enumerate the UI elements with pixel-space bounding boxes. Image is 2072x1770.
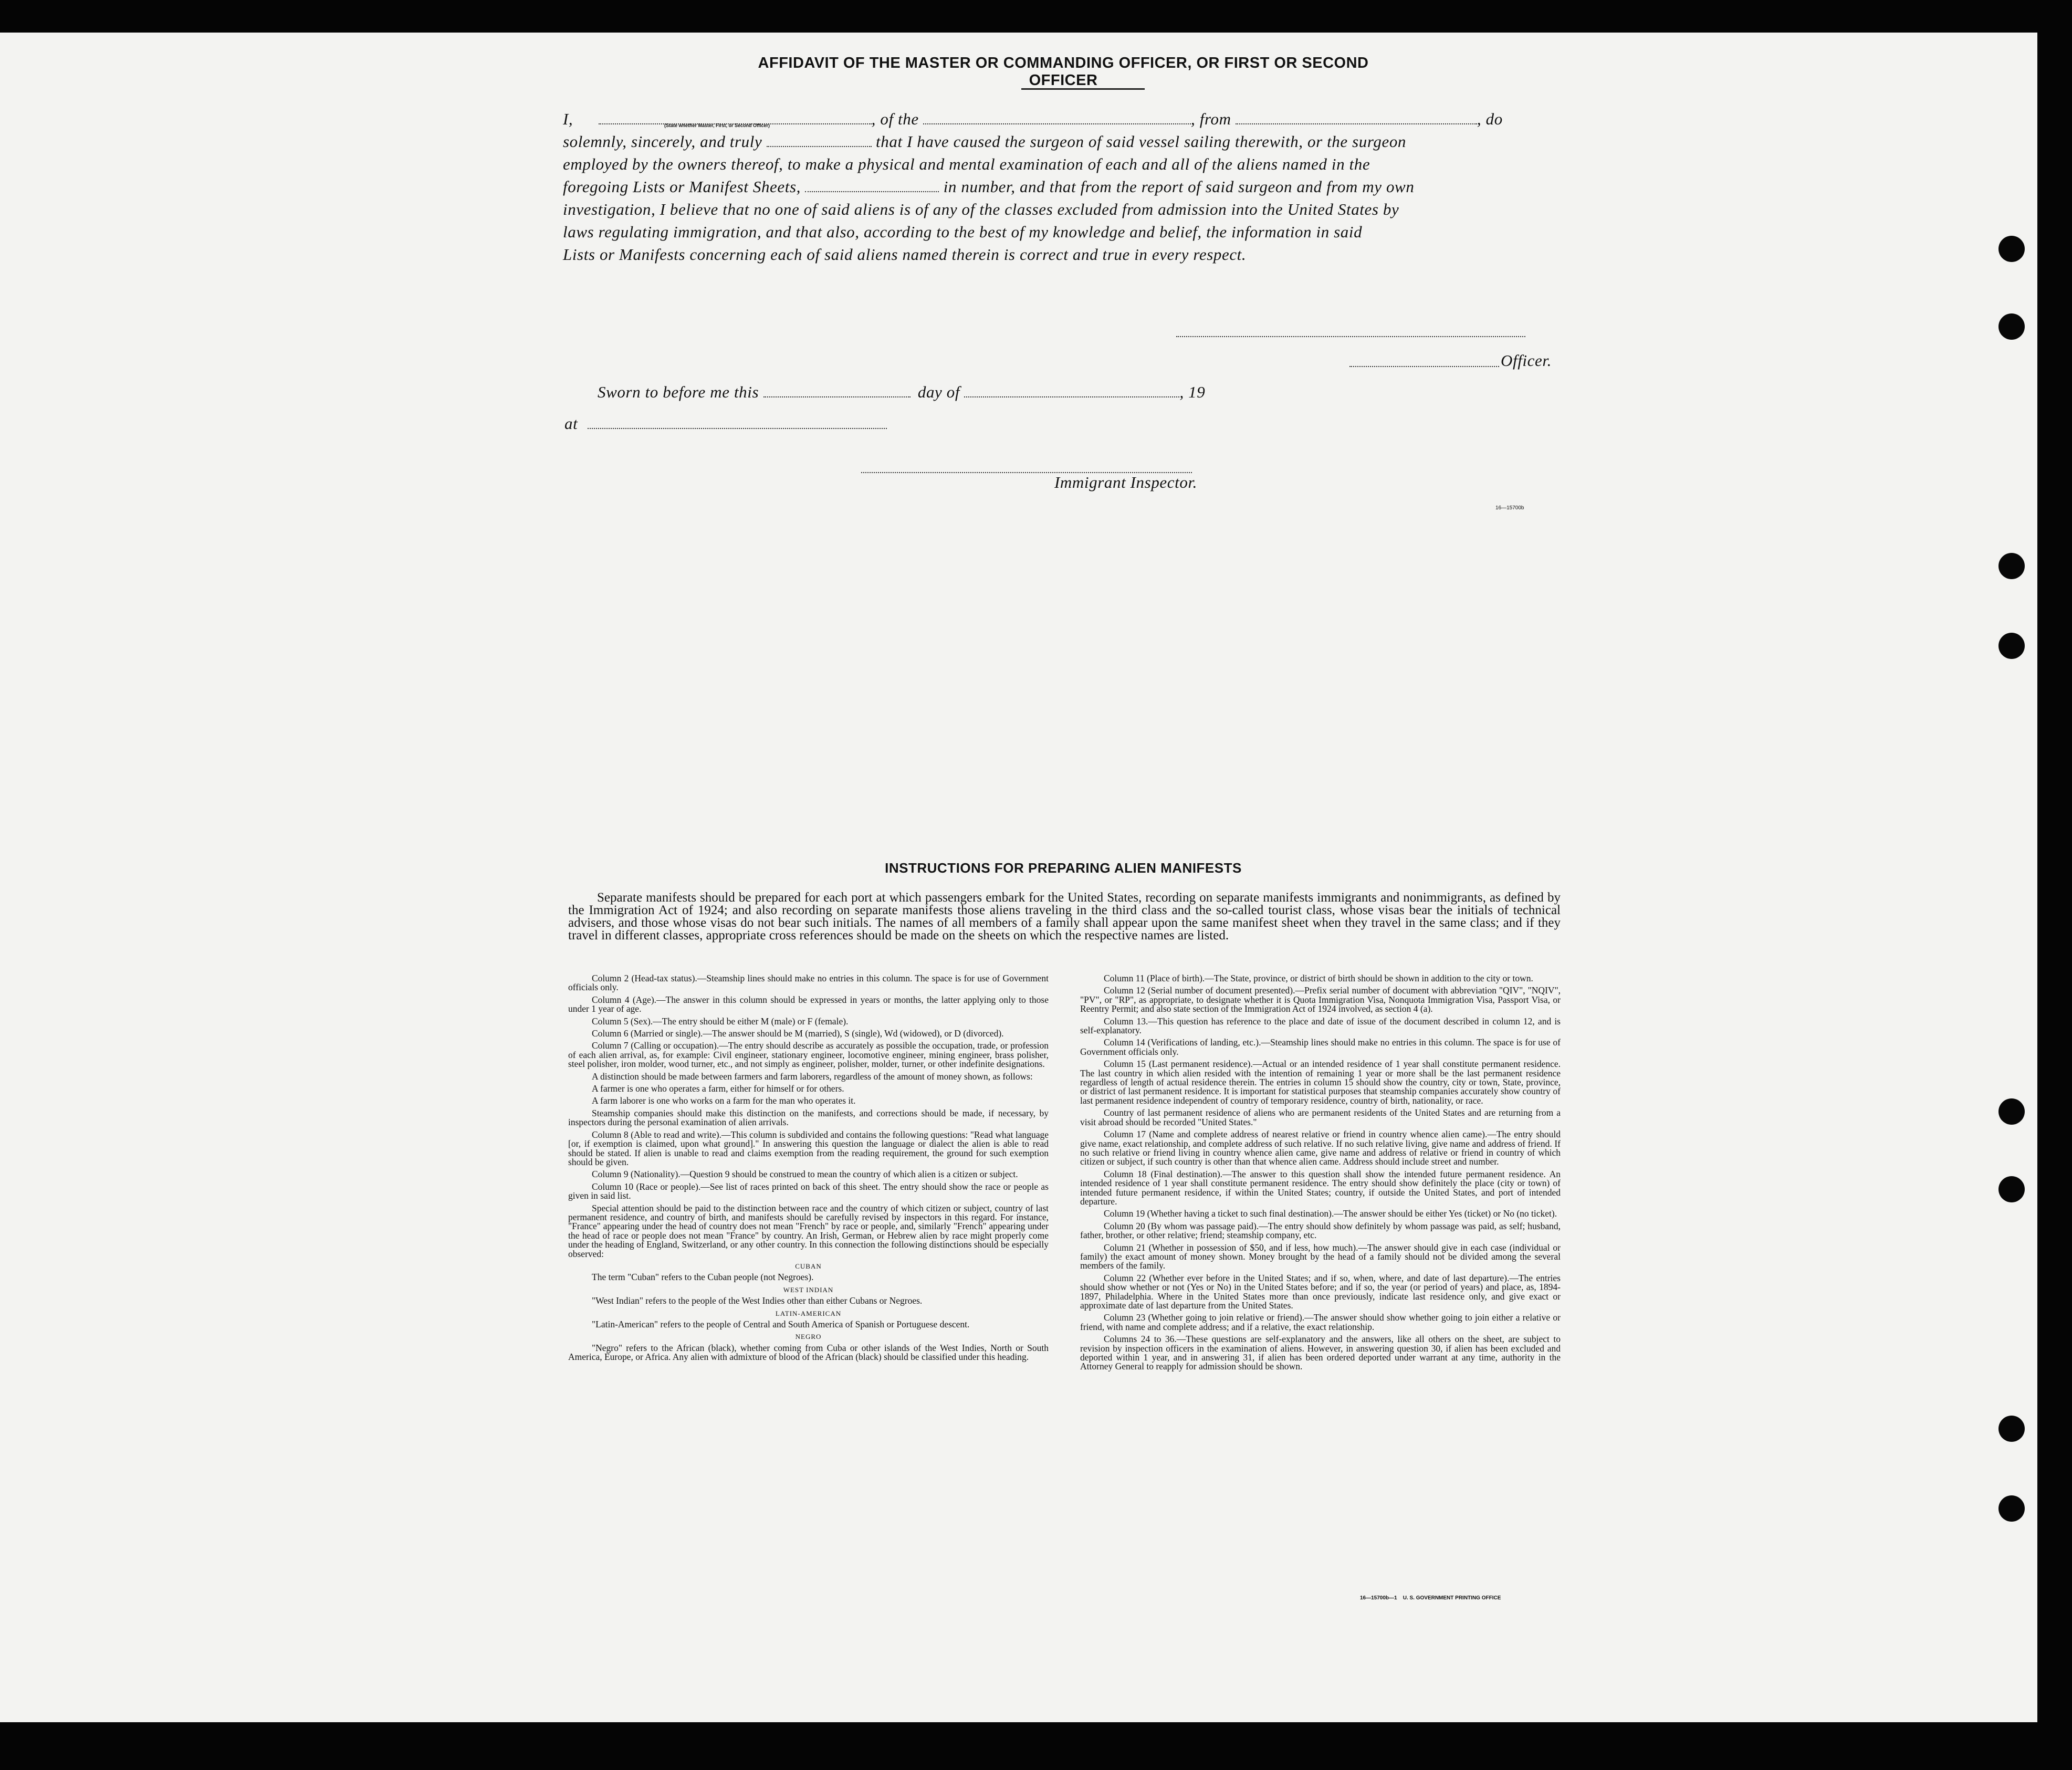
instruction-paragraph: Column 18 (Final destination).—The answer to this question shall show the intended future permanent residence. An intended residence of 1 year shall constitute permanent residence. The entry should show definitely the place (city or town) of intended future permanent residence, if within the United States; country, if outside the United States, and port of intended departure. — [1080, 1168, 1561, 1207]
instruction-paragraph: Column 23 (Whether going to join relative or friend).—The answer should show whether going to join either a relative or friend, with name and complete address; and if a relative, the exact relationship. — [1080, 1312, 1561, 1332]
binder-hole — [1998, 1098, 2025, 1125]
binder-hole — [1998, 313, 2025, 340]
officer-label: Officer. — [1501, 351, 1552, 370]
binder-hole — [1998, 1495, 2025, 1522]
left-column — [568, 974, 1049, 1365]
instruction-paragraph: "West Indian" refers to the people of the West Indies other than either Cubans or Negroes. — [592, 1295, 923, 1306]
affidavit-body — [563, 108, 1561, 266]
instruction-paragraph: Column 6 (Married or single).—The answer should be M (married), S (single), Wd (widowed), or D (divorced). — [592, 1028, 1004, 1039]
instruction-paragraph: A distinction should be made between farmers and farm laborers, regardless of the amount of money shown, as follows: — [592, 1071, 1033, 1082]
place-blank — [588, 416, 887, 429]
day-blank — [763, 385, 911, 397]
binder-hole — [1998, 1416, 2025, 1442]
binder-hole — [1998, 236, 2025, 262]
heading-west-indian: WEST INDIAN — [783, 1285, 834, 1294]
instructions-intro: Separate manifests should be prepared for each port at which passengers embark for the United States, recording on separate manifests immigrants and nonimmigrants, as defined by the Immigration Act of 1924; and also recording on separate manifests those aliens traveling in the third class and the so-called tourist class, whose visas bear the initials of technical advisers, and those whose visas do not bear such initials. The names of all members of a family shall appear upon the same manifest sheet when they travel in the same class; and if they travel in different classes, appropriate cross references should be made on the sheets on which the respective names are listed. — [568, 891, 1561, 942]
binder-hole — [1998, 633, 2025, 659]
instruction-paragraph: Column 11 (Place of birth).—The State, province, or district of birth should be shown in addition to the city or town. — [1104, 973, 1533, 983]
instruction-paragraph: The term "Cuban" refers to the Cuban people (not Negroes). — [592, 1272, 814, 1283]
instruction-paragraph: Column 19 (Whether having a ticket to such final destination).—The answer should be either Yes (ticket) or No (no ticket). — [1104, 1208, 1557, 1219]
title-rule — [1021, 88, 1145, 90]
footer-imprint: 16—15700b—1 U. S. GOVERNMENT PRINTING OFFICE — [1360, 1595, 1501, 1601]
form-number: 16—15700b — [1495, 505, 1524, 511]
affidavit-line-2: solemnly, sincerely, and truly that I have caused the surgeon of said vessel sailing therewith, or the surgeon — [563, 132, 1407, 151]
instruction-paragraph: Column 12 (Serial number of document presented).—Prefix serial number of document with abbreviation "QIV", "NQIV", "PV", or "RP", as appropriate, to designate whether it is Quota Immigration Visa, Nonquota Immigration Visa, Passport Visa, or Reentry Permit; and also state section of the Immigration Act of 1924 involved, as section 4 (a). — [1080, 985, 1561, 1014]
instruction-paragraph: Column 15 (Last permanent residence).—Actual or an intended residence of 1 year shall constitute permanent residence. The last country in which alien resided with the intention of remaining 1 year or more shall be the last permanent residence regardless of length of actual residence therein. The entries in column 15 should show the country, city or town, State, province, or district of last permanent residence. It is important for statistical purposes that steamship companies accurately show country of last permanent residence independent of country of temporary residence, country of birth, nationality, or race. — [1080, 1059, 1561, 1106]
instruction-paragraph: Column 8 (Able to read and write).—This column is subdivided and contains the following questions: "Read what language [or, if exemption is claimed, upon what ground]." In answering this question the language or dialect the alien is able to read should be stated. If alien is unable to read and claims exemption from the reading requirement, the ground for such exemption should be given. — [568, 1129, 1049, 1167]
instruction-paragraph: "Negro" refers to the African (black), whether coming from Cuba or other islands of the West Indies, North or South America, Europe, or Africa. Any alien with admixture of blood of the African (black) should be classified under this heading. — [568, 1342, 1049, 1363]
rank-note: (State whether Master, First, or Second Officer) — [664, 123, 770, 128]
instruction-paragraph: Column 4 (Age).—The answer in this column should be expressed in years or months, the latter applying only to those under 1 year of age. — [568, 994, 1049, 1014]
heading-latin-american: LATIN-AMERICAN — [775, 1309, 842, 1317]
affidavit-line-5: investigation, I believe that no one of said aliens is of any of the classes excluded from admission into the United States by — [563, 200, 1399, 218]
officer-signature-line — [1176, 336, 1525, 337]
instruction-paragraph: Column 10 (Race or people).—See list of races printed on back of this sheet. The entry should show the race or people as given in said list. — [568, 1181, 1049, 1201]
sworn-line: Sworn to before me this day of , 19 — [598, 383, 1206, 401]
instruction-paragraph: Columns 24 to 36.—These questions are self-explanatory and the answers, like all others on the sheet, are subject to revision by inspection officers in the examination of aliens. However, in answering question 30, if alien has been excluded and deported within 1 year, and in answering 31, if alien has been ordered deported under warrant at any time, authority in the Attorney General to reapply for admission should be shown. — [1080, 1334, 1561, 1372]
instruction-paragraph: A farm laborer is one who works on a farm for the man who operates it. — [592, 1095, 856, 1106]
instruction-paragraph: Column 20 (By whom was passage paid).—The entry should show definitely by whom passage was paid, as self; husband, father, brother, or other relative; friend; steamship company, etc. — [1080, 1220, 1561, 1241]
officer-title-line — [1349, 366, 1499, 367]
right-column — [1080, 974, 1561, 1375]
affidavit-line-1: I, , of the , from , do — [563, 110, 1503, 128]
document-page — [0, 33, 2037, 1722]
at-line: at — [564, 414, 887, 433]
instruction-paragraph: A farmer is one who operates a farm, either for himself or for others. — [592, 1083, 844, 1094]
inspector-label: Immigrant Inspector. — [1054, 473, 1198, 491]
affidavit-title: AFFIDAVIT OF THE MASTER OR COMMANDING OFFICER, OR FIRST OR SECOND OFFICER — [758, 55, 1369, 89]
instruction-paragraph: Special attention should be paid to the distinction between race and the country of which citizen or subject, country of last permanent residence, and country of birth, and manifests should be carefully revised by inspectors in this regard. For instance, "France" appearing under the head of country does not mean "French" by race or people, and, similarly "French" appearing under the head of race or people does not mean "France" by country. An Irish, German, or Hebrew alien by race might properly come under the heading of England, Switzerland, or any other country. In this connection the following distinctions should be especially observed: — [568, 1202, 1049, 1259]
instruction-paragraph: Column 2 (Head-tax status).—Steamship lines should make no entries in this column. The space is for use of Government officials only. — [568, 973, 1049, 993]
instruction-paragraph: Column 5 (Sex).—The entry should be either M (male) or F (female). — [592, 1015, 849, 1027]
oath-blank — [767, 134, 872, 147]
binder-hole — [1998, 1176, 2025, 1202]
heading-negro: NEGRO — [795, 1333, 822, 1341]
affidavit-line-4: foregoing Lists or Manifest Sheets, in number, and that from the report of said surgeon and from my own — [563, 177, 1415, 196]
instruction-paragraph: Column 22 (Whether ever before in the United States; and if so, when, where, and date of last departure).—The entries should show whether or not (Yes or No) in the United States before; and if so, the year (or period of years) and place, as, 1894-1897, Philadelphia. Where in the United States more than once previously, indicate last residence only, and give exact or approximate date of last departure from the United States. — [1080, 1272, 1561, 1311]
heading-cuban: CUBAN — [795, 1262, 822, 1270]
affidavit-line-7: Lists or Manifests concerning each of said aliens named therein is correct and true in every respect. — [563, 245, 1247, 264]
instruction-paragraph: Column 7 (Calling or occupation).—The entry should describe as accurately as possible the occupation, trade, or profession of each alien arrival, as, for example: Civil engineer, stationary engineer, locomotive engineer, mining engineer, brass polisher, steel polisher, iron molder, wood turner, etc., and not simply as engineer, polisher, molder, turner, or other indefinite designations. — [568, 1040, 1049, 1070]
vessel-name-blank — [923, 112, 1191, 124]
instruction-paragraph: Column 9 (Nationality).—Question 9 should be construed to mean the country of which alien is a citizen or subject. — [592, 1169, 1018, 1180]
instruction-paragraph: Country of last permanent residence of aliens who are permanent residents of the United States and are returning from a visit abroad should be recorded "United States." — [1080, 1107, 1561, 1127]
instruction-paragraph: Column 21 (Whether in possession of $50, and if less, how much).—The answer should give in each case (individual or family) the exact amount of money shown. Money brought by the head of a family should not be divided among the several members of the family. — [1080, 1242, 1561, 1271]
affidavit-line-3: employed by the owners thereof, to make a physical and mental examination of each and all of the aliens named in the — [563, 155, 1370, 173]
month-blank — [964, 385, 1179, 397]
instruction-paragraph: "Latin-American" refers to the people of Central and South America of Spanish or Portuguese descent. — [592, 1319, 970, 1329]
instruction-paragraph: Column 14 (Verifications of landing, etc.).—Steamship lines should make no entries in this column. The space is for use of Government officials only. — [1080, 1037, 1561, 1057]
sheet-count-blank — [805, 180, 939, 192]
instruction-paragraph: Steamship companies should make this distinction on the manifests, and corrections should be made, if necessary, by inspectors during the personal examination of alien arrivals. — [568, 1107, 1049, 1128]
instruction-paragraph: Column 17 (Name and complete address of nearest relative or friend in country whence alien came).—The entry should give name, exact relationship, and complete address of such relative. If no such relative living, give name and address of friend. If no such relative or friend living in country whence alien came, give name and address of relative or friend in country of which citizen or subject, if such country is other than that whence alien came. Address should include street and number. — [1080, 1129, 1561, 1167]
port-from-blank — [1236, 112, 1477, 124]
instructions-title: INSTRUCTIONS FOR PREPARING ALIEN MANIFESTS — [885, 860, 1242, 876]
binder-hole — [1998, 553, 2025, 579]
instruction-paragraph: Column 13.—This question has reference to the place and date of issue of the document described in column 12, and is self-explanatory. — [1080, 1015, 1561, 1036]
affidavit-line-6: laws regulating immigration, and that also, according to the best of my knowledge and belief, the information in said — [563, 223, 1363, 241]
